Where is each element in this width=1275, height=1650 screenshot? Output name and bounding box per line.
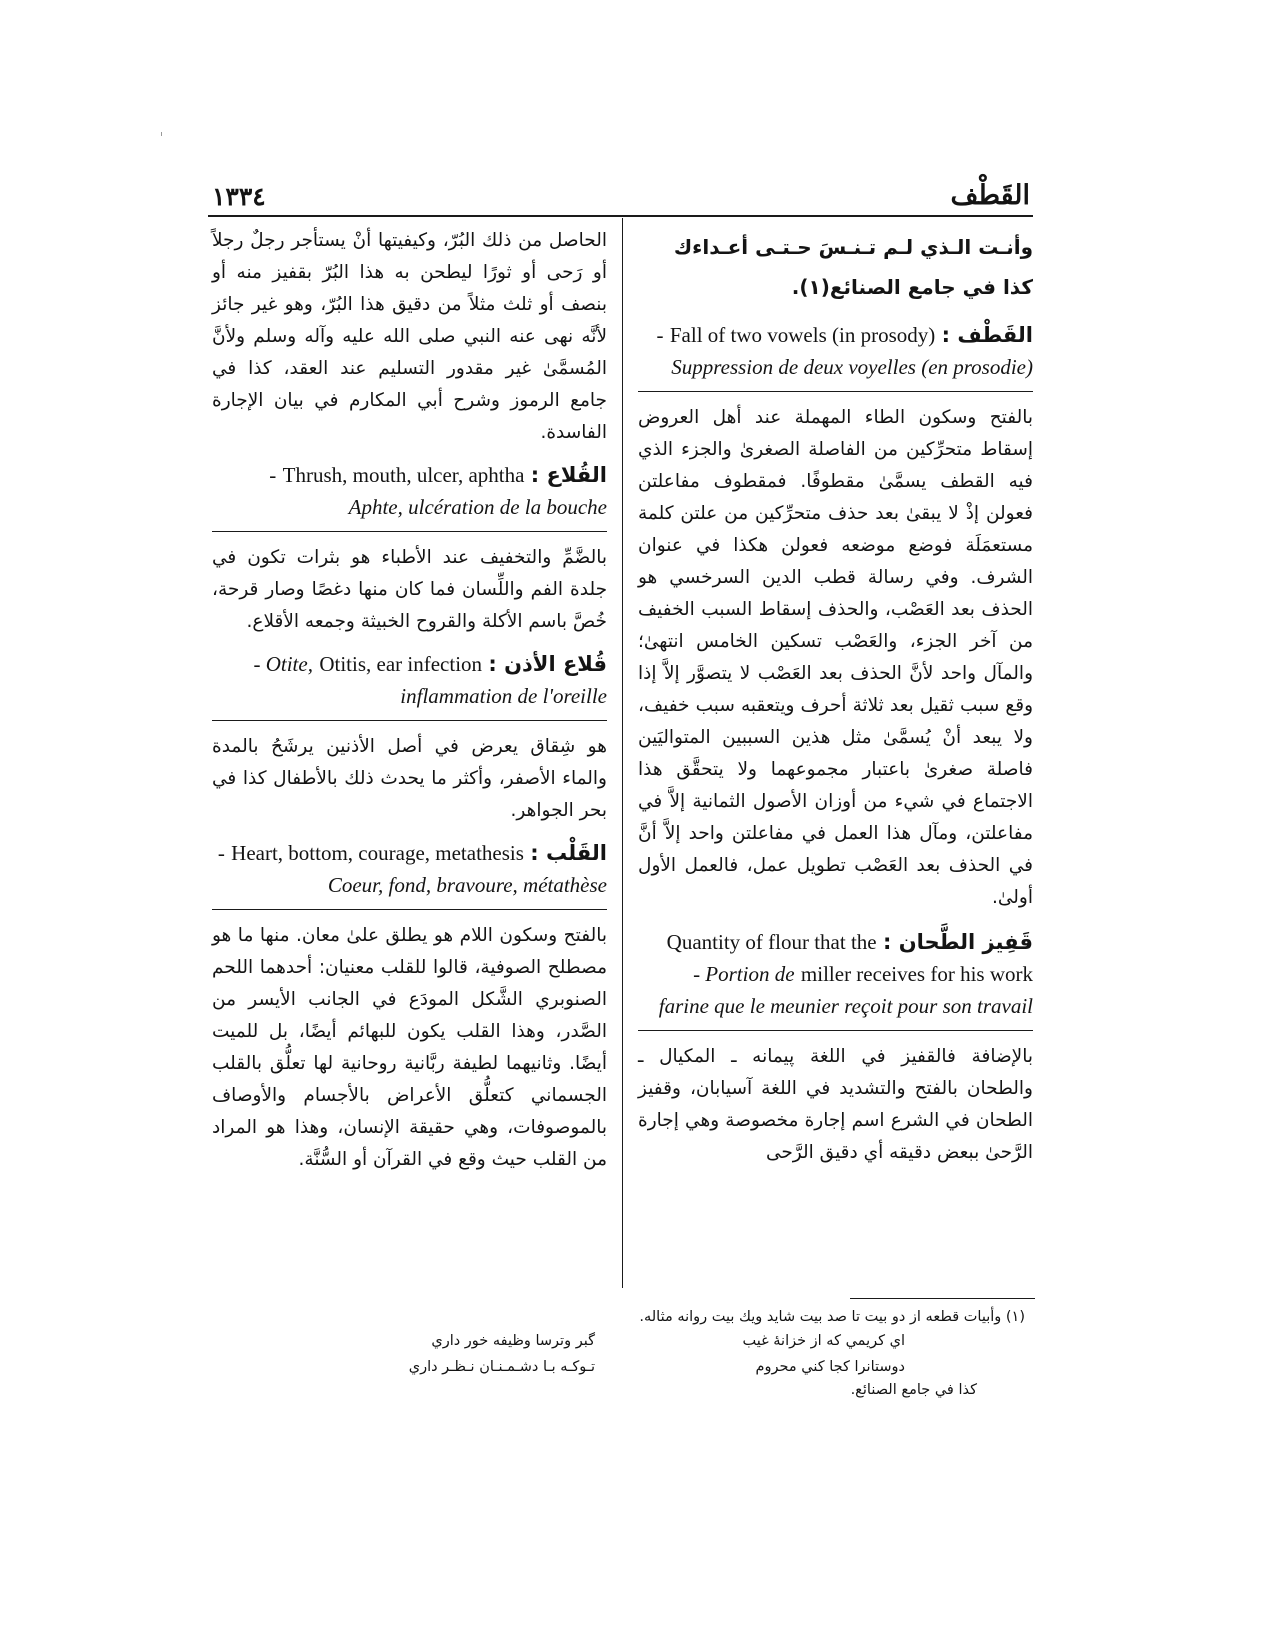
entry-french: - Portion de farine que le meunier reçoit pour son travail <box>658 962 1033 1018</box>
entry-body: بالإضافة فالقفيز في اللغة پيمانه ـ المكيال ـ والطحان بالفتح والتشديد في اللغة آسيابان، وقفيز الطحان في الشرع اسم إجارة مخصوصة وهي إجارة الرَّحىٰ ببعض دقيقه أي دقيق الرَّحى <box>638 1046 1033 1163</box>
entry-english: Fall of two vowels (in prosody) <box>669 323 936 347</box>
entry-body: بالفتح وسكون اللام هو يطلق علىٰ معان. منها ما هو مصطلح الصوفية، قالوا للقلب معنيان: أحدهما اللحم الصنوبري الشَّكل المودَع في الجانب الأيسر من الصَّدر، وهذا القلب يكون للبهائم أيضًا، بل للميت أيضًا. وثانيهما لطيفة ربَّانية روحانية لها تعلُّق بالقلب الجسماني كتعلُّق الأعراض بالأجسام والأوصاف بالموصوفات، وهي حقيقة الإنسان، وهذا هو المراد من القلب حيث وقع في القرآن أو السُّنَّة. <box>212 925 607 1170</box>
entry-french: - Suppression de deux voyelles (en prosodie) <box>656 323 1033 379</box>
footnote-verse-right <box>742 1328 905 1380</box>
entry-qafiz-al-tahhan <box>638 926 1033 1031</box>
entry-french: - Coeur, fond, bravoure, métathèse <box>217 841 607 897</box>
entry-french: - Otite, inflammation de l'oreille <box>253 652 607 708</box>
entry-qatf <box>638 319 1033 392</box>
footnote-verse-line: تـوكـه بـا دشـمـنـان نـظـر داري <box>408 1359 595 1375</box>
left-column <box>212 225 607 1176</box>
continued-text: الحاصل من ذلك البُرّ، وكيفيتها أنْ يستأجر رجلٌ رجلاً أو رَحى أو ثورًا ليطحن به هذا البُرّ بقفيز منه أو بنصف أو ثلث مثلاً من دقيق هذا البُرّ، وهو غير جائز لأنَّه نهى عنه النبي صلى الله عليه وآله وسلم ولأنَّ المُسمَّىٰ غير مقدور التسليم عند العقد، كذا في جامع الرموز وشرح أبي المكارم في بيان الإجارة الفاسدة. <box>212 230 607 443</box>
entry-term: القُلاع : <box>530 463 607 487</box>
entry-english: Otitis, ear infection <box>319 652 483 676</box>
column-divider <box>622 218 623 1288</box>
scan-mark <box>161 132 162 136</box>
footnote-verse-left <box>409 1328 595 1380</box>
footnote-verse-line: گبر وترسا وظيفه خور داري <box>431 1333 595 1349</box>
entry-qula <box>212 459 607 532</box>
entry-english: Heart, bottom, courage, metathesis <box>231 841 524 865</box>
entry-qula-al-udhun <box>212 648 607 721</box>
footnote-source: كذا في جامع الصنائع. <box>850 1382 977 1398</box>
entry-term: القَطْف : <box>941 323 1033 347</box>
running-headword: القَطْف <box>950 180 1030 211</box>
entry-term: قَفِيز الطَّحان : <box>882 930 1033 954</box>
footnote-rule <box>850 1298 1035 1299</box>
verse-line-1: وأنـت الـذي لـم تـنـسَ حـتـى أعـداءك <box>673 235 1033 259</box>
page-number: ١٣٣٤ <box>212 182 266 211</box>
right-column <box>638 225 1033 1169</box>
entry-term: القَلْب : <box>530 841 607 865</box>
verse-line-2: كذا في جامع الصنائع(١). <box>791 275 1033 299</box>
footnote-verse-line: اي كريمي كه از خزانهٔ غيب <box>742 1333 905 1349</box>
entry-english: Quantity of flour that the miller receives for his work <box>666 930 1033 986</box>
footnote-intro: (١) وأبيات قطعه از دو بيت تا صد بيت شايد ويك بيت روانه مثاله. <box>639 1309 1025 1325</box>
entry-body: بالضَّمِّ والتخفيف عند الأطباء هو بثرات تكون في جلدة الفم واللِّسان فما كان منها دغصًا وصار قرحة، خُصَّ باسم الأكلة والقروح الخبيثة وجمعه الأقلاع. <box>212 547 607 632</box>
entry-body: بالفتح وسكون الطاء المهملة عند أهل العروض إسقاط متحرِّكين من الفاصلة الصغرىٰ والجزء الذي فيه القطف يسمَّىٰ مقطوفًا. فمقطوف مفاعلتن فعولن إذْ لا يبقىٰ بعد حذف متحرِّكين من علتن كلمة مستعمَلَة فوضع موضعه فعولن هكذا في عنوان الشرف. وفي رسالة قطب الدين السرخسي هو الحذف بعد العَصْب، والحذف إسقاط السبب الخفيف من آخر الجزء، والعَصْب تسكين الخامس انتهىٰ؛ والمآل واحد لأنَّ الحذف بعد العَصْب لا يتصوَّر إلاَّ إذا وقع سبب ثقيل بعد ثلاثة أحرف ويتعقبه سبب خفيف، ولا يبعد أنْ يُسمَّىٰ مثل هذين السببين المتواليَين فاصلة صغرىٰ باعتبار مجموعهما ولا يتحقَّق هذا الاجتماع في شيء من أوزان الأصول الثمانية إلاَّ في مفاعلتن، ومآل هذا العمل في مفاعلتن واحد إلاَّ أنَّ في الحذف بعد العَصْب تطويل عمل، فالعمل الأول أولىٰ. <box>638 407 1033 908</box>
footnote-verse-line: دوستانرا كجا كني محروم <box>755 1359 905 1375</box>
entry-english: Thrush, mouth, ulcer, aphtha <box>282 463 525 487</box>
entry-qalb <box>212 837 607 910</box>
entry-term: قُلاع الأذن : <box>488 652 607 676</box>
header-rule <box>208 215 1033 217</box>
entry-body: هو شِقاق يعرض في أصل الأذنين يرشَحُ بالمدة والماء الأصفر، وأكثر ما يحدث ذلك بالأطفال كذا في بحر الجواهر. <box>212 736 607 821</box>
entry-french: - Aphte, ulcération de la bouche <box>269 463 607 519</box>
